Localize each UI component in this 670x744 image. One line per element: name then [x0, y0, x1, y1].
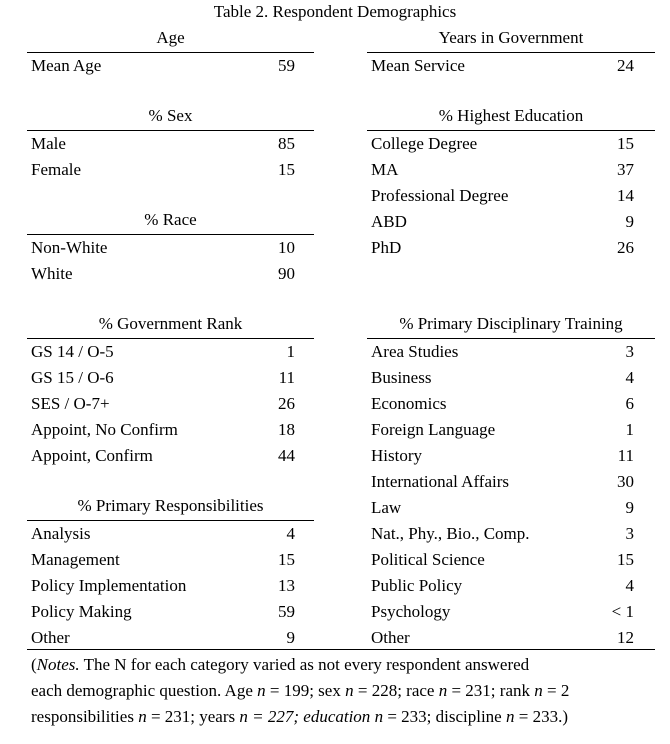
row-value: 4 [625, 368, 634, 387]
table-row [27, 339, 314, 365]
row-value: < 1 [611, 602, 634, 621]
notes-line-2 [31, 678, 670, 704]
table-row [27, 391, 314, 417]
row-label: Policy Making [31, 602, 132, 621]
table-row [367, 573, 655, 599]
row-value: 15 [278, 160, 295, 179]
table-row [367, 391, 655, 417]
table-row [367, 417, 655, 443]
row-label: Business [371, 368, 432, 387]
table-row [367, 495, 655, 521]
table-row [367, 53, 655, 79]
table-row [27, 625, 314, 651]
row-label: Public Policy [371, 576, 463, 595]
row-value: 44 [278, 446, 295, 465]
row-label: Mean Age [31, 56, 102, 75]
row-label: International Affairs [371, 472, 510, 491]
row-value: 59 [278, 56, 295, 75]
row-value: 24 [617, 56, 634, 75]
row-label: Analysis [31, 524, 91, 543]
notes-n: n [239, 707, 248, 726]
section-heading: % Race [27, 208, 314, 235]
notes-n: n [345, 681, 354, 700]
notes-label: Notes. [36, 655, 80, 674]
section-heading: % Primary Disciplinary Training [367, 312, 655, 339]
row-label: Policy Implementation [31, 576, 187, 595]
row-value: 30 [617, 472, 634, 491]
row-value: 26 [617, 238, 634, 257]
row-value: 11 [278, 368, 295, 387]
notes-n: n [374, 707, 384, 726]
section-heading: % Government Rank [27, 312, 314, 339]
row-label: PhD [371, 238, 402, 257]
notes-line-3 [31, 704, 670, 730]
notes-n: n [257, 681, 266, 700]
table-row [367, 443, 655, 469]
row-label: GS 15 / O-6 [31, 368, 114, 387]
notes-text: responsibilities [31, 707, 139, 726]
row-value: 9 [286, 628, 295, 647]
row-label: Psychology [371, 602, 451, 621]
table-row [367, 235, 655, 261]
notes-n: n [505, 707, 515, 726]
row-value: 90 [278, 264, 295, 283]
notes-text: = 199; sex [265, 681, 346, 700]
row-value: 59 [278, 602, 295, 621]
row-label: Appoint, Confirm [31, 446, 153, 465]
notes-text: = 2 [542, 681, 570, 700]
notes-n: n [534, 681, 543, 700]
row-value: 37 [617, 160, 634, 179]
table-row [27, 365, 314, 391]
section-sex [27, 104, 314, 183]
section-heading: Age [27, 26, 314, 53]
table-row [367, 209, 655, 235]
table-row [27, 131, 314, 157]
row-value: 15 [278, 550, 295, 569]
notes-text: each demographic question. Age [31, 681, 258, 700]
row-label: Area Studies [371, 342, 459, 361]
notes-n: n [138, 707, 147, 726]
table-row [27, 599, 314, 625]
table-notes [31, 652, 670, 730]
row-label: Law [371, 498, 402, 517]
row-label: GS 14 / O-5 [31, 342, 114, 361]
table-row [367, 625, 655, 651]
notes-text: = 227; education [247, 707, 375, 726]
table-row [27, 547, 314, 573]
row-value: 85 [278, 134, 295, 153]
row-value: 14 [617, 186, 634, 205]
section-heading: % Primary Responsibilities [27, 494, 314, 521]
section-disciplinary-training [367, 312, 655, 651]
table-title: Table 2. Respondent Demographics [213, 2, 457, 21]
row-value: 6 [625, 394, 634, 413]
row-label: MA [371, 160, 399, 179]
table-row [367, 547, 655, 573]
row-value: 9 [625, 498, 634, 517]
row-label: Appoint, No Confirm [31, 420, 178, 439]
row-label: Professional Degree [371, 186, 509, 205]
section-years-in-government [367, 26, 655, 79]
row-label: ABD [371, 212, 407, 231]
row-value: 10 [278, 238, 295, 257]
row-label: History [371, 446, 422, 465]
table-row [27, 521, 314, 547]
section-primary-responsibilities [27, 494, 314, 651]
section-heading: % Highest Education [367, 104, 655, 131]
table-row [367, 183, 655, 209]
row-value: 9 [625, 212, 634, 231]
table-row [27, 261, 314, 287]
row-value: 4 [625, 576, 634, 595]
table-row [27, 443, 314, 469]
section-race [27, 208, 314, 287]
notes-text: = 233; discipline [383, 707, 506, 726]
row-value: 15 [617, 134, 634, 153]
row-value: 3 [625, 342, 634, 361]
section-government-rank [27, 312, 314, 469]
notes-paren: ( [31, 655, 37, 674]
row-label: Mean Service [371, 56, 465, 75]
notes-text: The N for each category varied as not every respondent answered [79, 655, 530, 674]
row-value: 1 [286, 342, 295, 361]
notes-text: = 228; race [353, 681, 439, 700]
row-label: SES / O-7+ [31, 394, 110, 413]
row-label: Female [31, 160, 82, 179]
table-row [367, 469, 655, 495]
notes-text: = 231; years [146, 707, 240, 726]
notes-text: = 233.) [514, 707, 568, 726]
row-value: 12 [617, 628, 634, 647]
row-label: Economics [371, 394, 447, 413]
row-label: Political Science [371, 550, 485, 569]
row-value: 4 [286, 524, 295, 543]
row-value: 26 [278, 394, 295, 413]
table-row [367, 157, 655, 183]
section-heading: % Sex [27, 104, 314, 131]
row-label: Non-White [31, 238, 108, 257]
row-value: 11 [617, 446, 634, 465]
row-label: White [31, 264, 73, 283]
row-label: Other [371, 628, 410, 647]
row-value: 15 [617, 550, 634, 569]
table-row [27, 53, 314, 79]
row-value: 13 [278, 576, 295, 595]
row-value: 3 [625, 524, 634, 543]
table-row [367, 521, 655, 547]
row-label: Nat., Phy., Bio., Comp. [371, 524, 530, 543]
table-row [27, 235, 314, 261]
row-label: Male [31, 134, 66, 153]
table-bottom-rule [27, 649, 655, 650]
section-highest-education [367, 104, 655, 261]
table-row [367, 599, 655, 625]
table-row [27, 157, 314, 183]
notes-line-1 [31, 652, 670, 678]
table-row [27, 573, 314, 599]
table-row [367, 365, 655, 391]
notes-text: = 231; rank [447, 681, 535, 700]
table-row [367, 131, 655, 157]
table-row [367, 339, 655, 365]
row-label: Management [31, 550, 120, 569]
row-label: Foreign Language [371, 420, 496, 439]
section-heading: Years in Government [367, 26, 655, 53]
table-row [27, 417, 314, 443]
row-label: Other [31, 628, 70, 647]
row-value: 18 [278, 420, 295, 439]
row-value: 1 [625, 420, 634, 439]
row-label: College Degree [371, 134, 478, 153]
section-age [27, 26, 314, 79]
notes-n: n [438, 681, 448, 700]
